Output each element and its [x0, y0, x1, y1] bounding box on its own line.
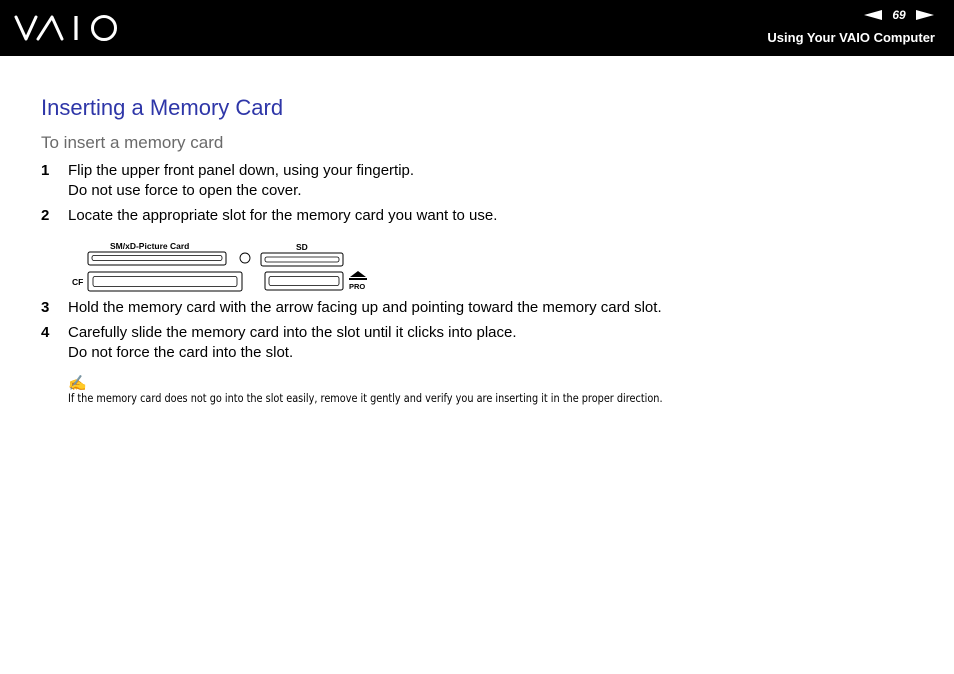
note-pencil-icon: ✍ [68, 375, 87, 392]
cf-label: CF [72, 277, 84, 287]
indicator-light [240, 253, 250, 263]
memory-card-slots-figure [68, 238, 378, 294]
step-number: 3 [41, 299, 50, 316]
memory-stick-slot [265, 272, 343, 290]
page-title: Inserting a Memory Card [41, 95, 284, 120]
sm-xd-label: SM/xD-Picture Card [110, 241, 190, 251]
step-text: Do not use force to open the cover. [68, 182, 302, 199]
memory-stick-logo [349, 271, 367, 280]
right-arrow-icon[interactable] [916, 10, 934, 20]
running-title: Using Your VAIO Computer [767, 30, 935, 45]
cf-slot [88, 272, 242, 291]
page-number: 69 [892, 8, 906, 22]
sd-slot [261, 253, 343, 266]
sm-xd-slot [88, 252, 226, 265]
note-text: If the memory card does not go into the slot easily, remove it gently and verify you are inserting it in the proper direction. [68, 392, 663, 405]
page-navigation [864, 7, 934, 23]
page-header [0, 0, 954, 56]
left-arrow-icon[interactable] [864, 10, 882, 20]
cf-slot-opening [93, 277, 237, 287]
memory-stick-slot-opening [269, 277, 339, 286]
step-text: Carefully slide the memory card into the slot until it clicks into place. [68, 324, 517, 341]
step-text: Hold the memory card with the arrow facing up and pointing toward the memory card slot. [68, 299, 662, 316]
step-number: 1 [41, 162, 50, 179]
vaio-logo [14, 14, 122, 42]
step-text: Flip the upper front panel down, using your fingertip. [68, 162, 415, 179]
sd-slot-opening [265, 257, 339, 262]
sd-label: SD [296, 242, 308, 252]
section-subtitle: To insert a memory card [41, 133, 224, 152]
step-text: Locate the appropriate slot for the memory card you want to use. [68, 207, 498, 224]
pro-label: PRO [349, 282, 366, 291]
step-number: 4 [41, 324, 50, 341]
step-text: Do not force the card into the slot. [68, 344, 294, 361]
sm-xd-slot-opening [92, 256, 222, 261]
step-number: 2 [41, 207, 50, 224]
